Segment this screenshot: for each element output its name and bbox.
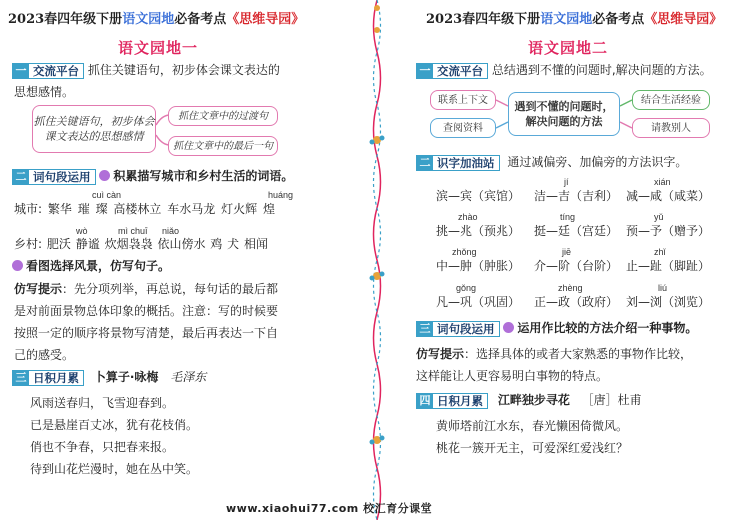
pinyin: zhǐ bbox=[654, 247, 666, 257]
tip-line: 按照一定的顺序将景物写清楚，最后再表达一下自 bbox=[14, 326, 279, 340]
badge-num: 三 bbox=[417, 322, 433, 336]
section-3 bbox=[416, 320, 697, 337]
poem-lines bbox=[30, 392, 198, 480]
badge-num: 一 bbox=[13, 64, 29, 78]
poem-dynasty: ［唐］杜甫 bbox=[581, 393, 642, 407]
poem-title: 卜算子·咏梅 bbox=[93, 370, 159, 384]
char-item: 减—咸（咸菜） bbox=[626, 189, 711, 203]
tip-label: 仿写提示 bbox=[416, 347, 465, 361]
char-item: 预—予（赠予） bbox=[626, 224, 711, 238]
word: 静谧 bbox=[75, 237, 100, 251]
map-branch-bottom: 抓住文章中的最后一句 bbox=[168, 136, 278, 156]
map-branch-tl: 联系上下文 bbox=[430, 90, 496, 110]
tip-block bbox=[14, 278, 278, 366]
tip-label: 仿写提示 bbox=[14, 282, 63, 296]
poem-title: 江畔独步寻花 bbox=[497, 393, 570, 407]
section-badge bbox=[12, 370, 84, 386]
map-center-box: 抓住关键语句，初步体会课文表达的思想感情 bbox=[32, 105, 156, 153]
right-page bbox=[392, 0, 744, 520]
poem-author: 毛泽东 bbox=[170, 370, 207, 384]
section-2 bbox=[12, 168, 293, 185]
word: 煌 bbox=[262, 202, 275, 216]
badge-num: 二 bbox=[417, 156, 433, 170]
pinyin: jí bbox=[564, 177, 569, 187]
pinyin: zhǒng bbox=[452, 247, 477, 257]
subsection bbox=[12, 258, 170, 274]
village-label: 乡村: bbox=[14, 237, 43, 251]
header-suffix: 必备考点 bbox=[174, 12, 227, 27]
section-text: 通过减偏旁、加偏旁的方法识字。 bbox=[507, 155, 688, 169]
char-item: 介—阶（台阶） bbox=[534, 259, 619, 273]
sprout-icon bbox=[12, 260, 23, 271]
pinyin: jiē bbox=[562, 247, 572, 257]
pinyin: gǒng bbox=[456, 283, 477, 293]
badge-num: 一 bbox=[417, 64, 433, 78]
city-words bbox=[14, 201, 275, 217]
map-branch-br: 请教别人 bbox=[632, 118, 710, 138]
badge-label: 交流平台 bbox=[437, 63, 483, 78]
badge-label: 日积月累 bbox=[33, 370, 79, 385]
section-badge bbox=[416, 321, 500, 337]
section-badge bbox=[416, 155, 500, 171]
tip-line: 这样能让人更容易明白事物的特点。 bbox=[416, 369, 609, 383]
section-text: 抓住关键语句，初步体会课文表达的 bbox=[87, 63, 280, 77]
badge-num: 三 bbox=[13, 371, 29, 385]
section-badge bbox=[416, 393, 488, 409]
section-text: 运用作比较的方法介绍一种事物。 bbox=[517, 321, 698, 335]
tip-block bbox=[416, 343, 692, 387]
section-text-cont: 思想感情。 bbox=[14, 85, 75, 99]
section-2 bbox=[416, 154, 687, 171]
header-brand: 《思维导园》 bbox=[226, 12, 305, 27]
word: 袅 bbox=[128, 237, 141, 251]
badge-num: 二 bbox=[13, 170, 29, 184]
word: 高楼林立 bbox=[113, 202, 162, 216]
header-suffix: 必备考点 bbox=[592, 12, 645, 27]
village-words bbox=[14, 236, 268, 252]
word: 璀 bbox=[77, 202, 90, 216]
poem-line: 黄师塔前江水东，春光懒困倚微风。 bbox=[436, 419, 629, 433]
word: 车水马龙 bbox=[167, 202, 216, 216]
map-branch-bl: 查阅资料 bbox=[430, 118, 496, 138]
char-item: 中—肿（肿胀） bbox=[436, 259, 521, 273]
pinyin: zhèng bbox=[558, 283, 583, 293]
char-item: 凡—巩（巩固） bbox=[436, 295, 521, 309]
city-label: 城市: bbox=[14, 202, 43, 216]
word: 繁华 bbox=[47, 202, 72, 216]
sprout-icon bbox=[99, 170, 110, 181]
center-line: 遇到不懂的问题时， bbox=[514, 100, 614, 113]
header-mid: 语文园地 bbox=[122, 12, 175, 27]
sprout-icon bbox=[503, 322, 514, 333]
word: 炊 bbox=[104, 237, 117, 251]
pinyin: liú bbox=[658, 283, 668, 293]
pinyin: xián bbox=[654, 177, 671, 187]
poem-line: 风雨送春归，飞雪迎春到。 bbox=[30, 396, 175, 410]
badge-label: 词句段运用 bbox=[33, 169, 91, 184]
word: 璨 bbox=[95, 202, 108, 216]
section-4 bbox=[416, 392, 642, 409]
center-line: 解决问题的方法 bbox=[525, 115, 603, 128]
word: 烟 bbox=[116, 237, 129, 251]
char-item: 刘—浏（浏览） bbox=[626, 295, 711, 309]
header-prefix: 2023春四年级下册 bbox=[8, 12, 123, 27]
tip-line: 是对前面景物总体印象的概括。注意：写的时候要 bbox=[14, 304, 279, 318]
poem-line: 待到山花烂漫时，她在丛中笑。 bbox=[30, 462, 199, 476]
poem-line: 俏也不争春，只把春来报。 bbox=[30, 440, 175, 454]
badge-num: 四 bbox=[417, 394, 433, 408]
pinyin: wò bbox=[76, 226, 88, 236]
poem-line: 已是悬崖百丈冰，犹有花枝俏。 bbox=[30, 418, 199, 432]
watermark: www.xiaohui77.com 校汇育分课堂 bbox=[226, 502, 433, 515]
section-text: 积累描写城市和乡村生活的词语。 bbox=[113, 169, 294, 183]
pinyin: niǎo bbox=[162, 226, 180, 236]
pinyin: zhào bbox=[458, 212, 478, 222]
tip-line: 己的感受。 bbox=[14, 348, 75, 362]
pinyin: cuì càn bbox=[92, 190, 122, 200]
page-title: 语文园地二 bbox=[528, 39, 609, 57]
word: 犬 bbox=[227, 237, 240, 251]
section-text: 总结遇到不懂的问题时,解决问题的方法。 bbox=[491, 63, 712, 77]
pinyin: tíng bbox=[560, 212, 576, 222]
word: 肥沃 bbox=[46, 237, 71, 251]
poem-lines bbox=[436, 415, 628, 459]
word: 相闻 bbox=[243, 237, 268, 251]
char-item: 正—政（政府） bbox=[534, 295, 619, 309]
vine-divider bbox=[366, 0, 388, 520]
badge-label: 日积月累 bbox=[437, 393, 483, 408]
word: 袅 bbox=[140, 237, 153, 251]
char-item: 止—趾（脚趾） bbox=[626, 259, 711, 273]
pinyin: huáng bbox=[268, 190, 294, 200]
section-3 bbox=[12, 369, 206, 386]
poem-line: 桃花一簇开无主，可爱深红爱浅红？ bbox=[436, 441, 629, 455]
left-page bbox=[0, 0, 362, 520]
header-mid: 语文园地 bbox=[540, 12, 593, 27]
tip-line: ：先分项列举，再总说，每句话的最后都 bbox=[62, 282, 279, 296]
pinyin: yǔ bbox=[654, 212, 664, 222]
map-center-box bbox=[508, 92, 620, 136]
char-item: 滨—宾（宾馆） bbox=[436, 189, 521, 203]
word: 依山傍水 bbox=[157, 237, 206, 251]
page-title: 语文园地一 bbox=[118, 39, 199, 57]
word: 灯火辉 bbox=[221, 202, 258, 216]
char-item: 洁—吉（吉利） bbox=[534, 189, 619, 203]
badge-label: 交流平台 bbox=[33, 63, 79, 78]
header-brand: 《思维导园》 bbox=[644, 12, 723, 27]
pinyin: mì chuī bbox=[118, 226, 148, 236]
map-branch-tr: 结合生活经验 bbox=[632, 90, 710, 110]
badge-label: 词句段运用 bbox=[437, 321, 495, 336]
map-branch-top: 抓住文章中的过渡句 bbox=[168, 106, 278, 126]
tip-line: ：选择具体的或者大家熟悉的事物作比较， bbox=[464, 347, 693, 361]
char-item: 挑—兆（预兆） bbox=[436, 224, 521, 238]
badge-label: 识字加油站 bbox=[437, 155, 495, 170]
header-prefix: 2023春四年级下册 bbox=[426, 12, 541, 27]
section-badge bbox=[12, 169, 96, 185]
word: 鸡 bbox=[210, 237, 223, 251]
char-item: 挺—廷（宫廷） bbox=[534, 224, 619, 238]
sub-text: 看图选择风景，仿写句子。 bbox=[26, 259, 171, 273]
